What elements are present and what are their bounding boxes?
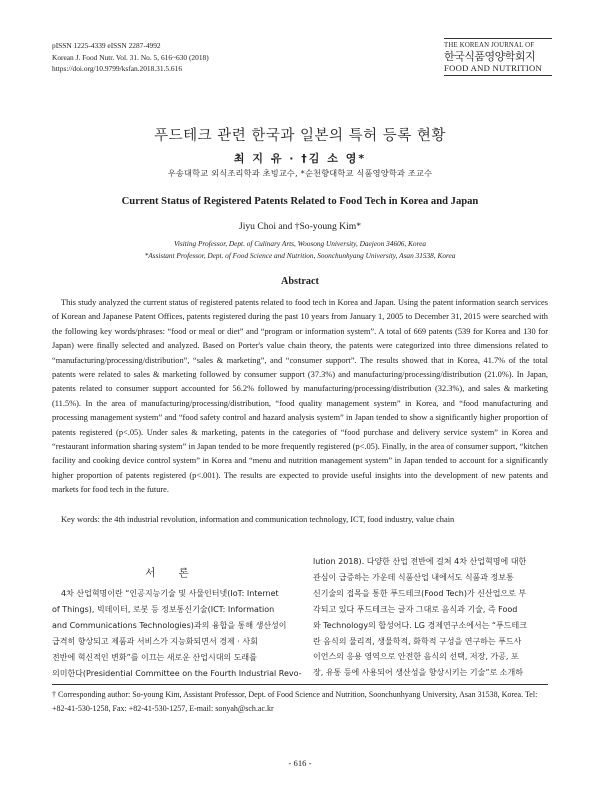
corresponding-author-footnote: † Corresponding author: So-young Kim, Assistant Professor, Dept. of Food Science and Nutrition, Soonchunhyang University, Asan 31538, Korea. Tel: +82-41-530-1258, Fax: +82-41-530-1257, E-mail: sonyah@sch.ac.kr — [52, 690, 538, 713]
citation-line: Korean J. Food Nutr. Vol. 31. No. 5, 616~630 (2018) — [52, 52, 209, 62]
introduction-right-column — [313, 554, 549, 681]
logo-top-rule — [444, 38, 552, 39]
journal-logo — [444, 38, 552, 76]
journal-name-korean: 한국식품영양학회지 — [444, 50, 536, 63]
text-line: 장, 유통 등에 사용되어 생산성을 향상시키는 기술”로 소개하 — [313, 668, 523, 678]
journal-name-english: FOOD AND NUTRITION — [444, 63, 543, 73]
english-authors: Jiyu Choi and †So-young Kim* — [238, 221, 362, 232]
introduction-left-column — [52, 586, 302, 681]
text-line: 급격히 향상되고 제품과 서비스가 지능화되면서 경제 · 사회 — [52, 636, 258, 646]
text-line: 신기술의 접목을 통한 푸드테크(Food Tech)가 신산업으로 부 — [313, 588, 527, 598]
issn-line: pISSN 1225-4339 eISSN 2287-4992 — [52, 41, 161, 50]
introduction-heading: 서 론 — [145, 567, 199, 579]
text-line: 각되고 있다 푸드테크는 글자 그대로 음식과 기술, 즉 Food — [313, 604, 518, 614]
text-line: 이언스의 응용 영역으로 안전한 음식의 선택, 저장, 가공, 포 — [313, 652, 519, 662]
text-line: 관심이 급증하는 가운데 식품산업 내에서도 식품과 정보통 — [313, 572, 514, 582]
abstract-heading: Abstract — [281, 276, 319, 287]
english-affiliation-2: *Assistant Professor, Dept. of Food Science and Nutrition, Soonchunhyang University, Asan 31538, Korea — [144, 251, 456, 260]
page-number: - 616 - — [288, 758, 312, 768]
abstract-text: This study analyzed the current status of registered patents related to food tech in Korea and Japan. Using the patent information search services of Korean and Japanese Patent Offices, patents registered during the past 10 years from January 1, 2005 to December 31, 2015 were searched with the following key words/phrases: “food or meal or diet” and “program or information system”. A total of 669 patents (539 for Korea and 130 for Japan) were finally selected and analyzed. Based on Porter's value chain theory, the patents were categorized into three dimensions related to “manufacturing/processing/distribution”, “sales & marketing”, and “consumer support”. The results showed that in Korea, 41.7% of the total patents were related to sales & marketing followed by consumer support (37.3%) and manufacturing/processing/distribution (21.0%). In Japan, patents related to consumer support accounted for 56.2% followed by manufacturing/processing/distribution (32.3%), and sales & marketing (11.5%). In the area of manufacturing/processing/distribution, “food quality management system” in Korea, and “food manufacturing and processing management system” and “food safety control and hazard analysis system” in Japan tended to show a significantly higher proportion of patents registered (p<.05). Under sales & marketing, patents in the categories of “food purchase and delivery service system” in Korea and “restaurant information sharing system” in Japan tended to be more frequently registered (p<.05). Finally, in the area of consumer support, “kitchen facility and cooking device control system” in Korea and “menu and nutrition management system” in Japan tended to account for a significantly higher proportion of patents registered (p<.001). The results are expected to provide useful insights into the development of new patents and markets for food tech in the future. — [52, 298, 548, 495]
journal-citation — [52, 40, 209, 75]
korean-affiliation: 우송대학교 외식조리학과 초빙교수, *순천향대학교 식품영양학과 조교수 — [167, 168, 433, 178]
text-line: 4차 산업혁명이란 “인공지능기술 및 사물인터넷(IoT: Internet — [61, 589, 279, 598]
text-line: and Communications Technologies)과의 융합을 통해 생산성이 — [52, 620, 287, 630]
korean-authors: 최 지 유 · †김 소 영* — [233, 152, 367, 165]
journal-name-top: THE KOREAN JOURNAL OF — [444, 42, 535, 49]
text-line: 전반에 혁신적인 변화”를 이끄는 새로운 산업시대의 도래를 — [52, 652, 257, 662]
doi-link[interactable]: https://doi.org/10.9799/ksfan.2018.31.5.616 — [52, 64, 183, 73]
text-line: of Things), 빅데이터, 로봇 등 정보통신기술(ICT: Information — [52, 604, 275, 614]
text-line: 의미한다(Presidential Committee on the Fourth Industrial Revo- — [52, 668, 302, 678]
text-line: 와 Technology의 합성어다. LG 경제연구소에서는 “푸드테크 — [313, 620, 527, 630]
text-line: lution 2018). 다양한 산업 전반에 걸쳐 4차 산업혁명에 대한 — [313, 557, 527, 566]
footnote-divider — [52, 684, 548, 685]
english-affiliation-1: Visiting Professor, Dept. of Culinary Arts, Woosong University, Daejeon 34606, Korea — [173, 239, 427, 248]
logo-bottom-rule — [444, 75, 552, 76]
text-line: 란 음식의 물리적, 생물학적, 화학적 구성을 연구하는 푸드사 — [313, 636, 522, 646]
korean-title: 푸드테크 관련 한국과 일본의 특허 등록 현황 — [154, 128, 446, 144]
english-title: Current Status of Registered Patents Related to Food Tech in Korea and Japan — [121, 196, 479, 207]
keywords: Key words: the 4th industrial revolution, information and communication technology, ICT, food industry, value chain — [61, 515, 455, 524]
